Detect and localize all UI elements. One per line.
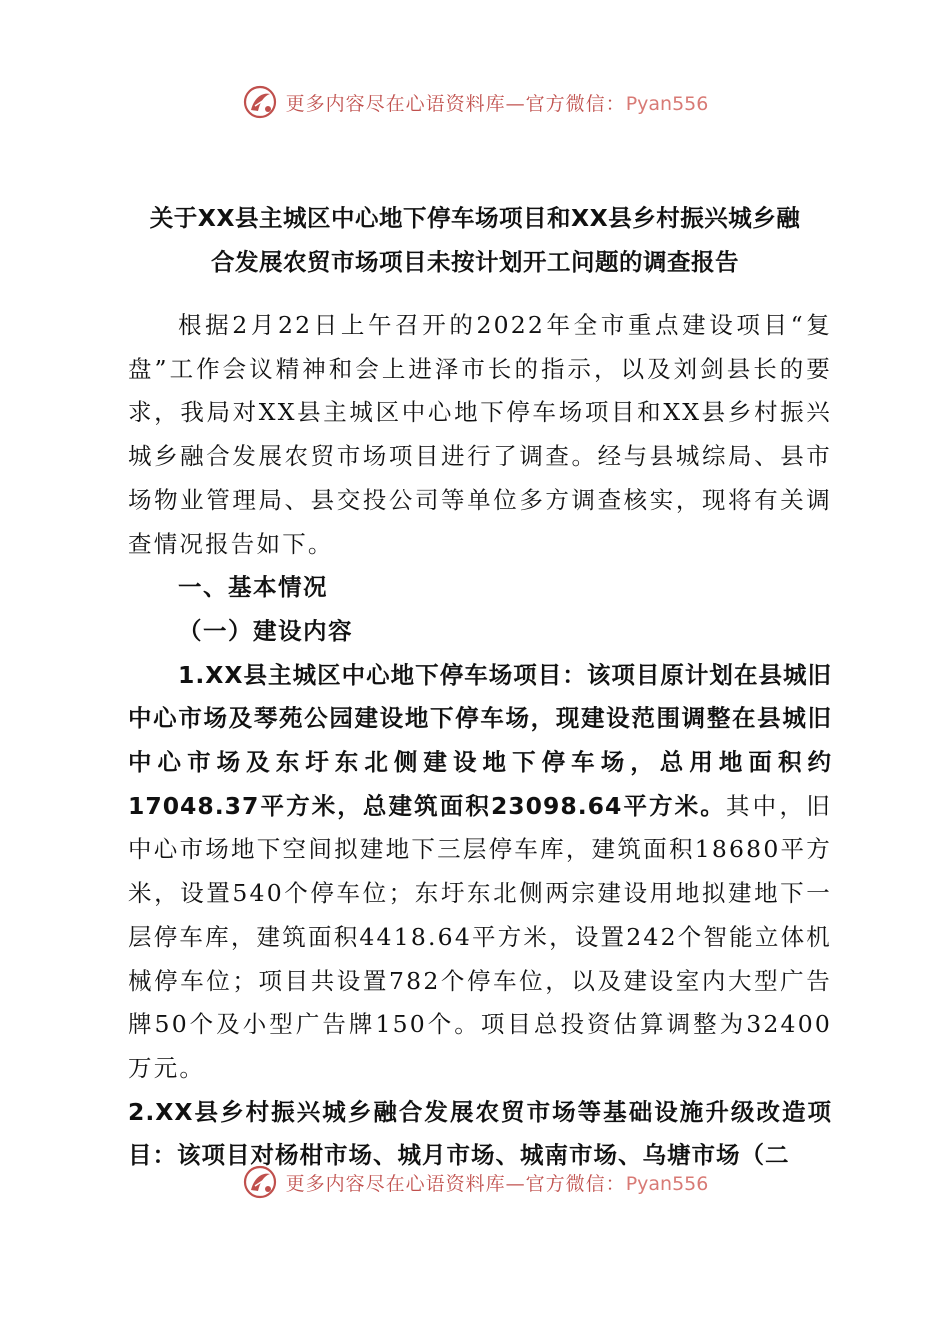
watermark-label: 官方微信： — [525, 92, 626, 115]
item-1-paragraph — [128, 654, 832, 1091]
watermark-text — [286, 89, 709, 116]
watermark-slogan: 更多内容尽在心语资料库 — [285, 92, 506, 115]
item-2-bold-text: 2.XX县乡村振兴城乡融合发展农贸市场等基础设施升级改造项目：该项目对杨柑市场、城月市场、城南市场、乌塘市场（二 — [128, 1097, 832, 1170]
section-heading-basic-info: 一、基本情况 — [178, 573, 328, 602]
watermark-separator: — — [505, 92, 526, 115]
logo-icon — [242, 84, 278, 120]
watermark-footer — [0, 1162, 950, 1202]
document-body — [128, 304, 832, 1178]
watermark-id: Pyan556 — [625, 1172, 709, 1195]
watermark-id: Pyan556 — [625, 92, 709, 115]
logo-icon — [242, 1164, 278, 1200]
item-1-detail-text: 其中，旧中心市场地下空间拟建地下三层停车库，建筑面积18680平方米，设置540个停车位；东圩东北侧两宗建设用地拟建地下一层停车库，建筑面积4418.64平方米，设置242个智能立体机械停车位；项目共设置782个停车位，以及建设室内大型广告牌50个及小型广告牌150个。项目总投资估算调整为32400万元。 — [128, 791, 832, 1082]
watermark-text — [286, 1169, 709, 1196]
document-title — [118, 196, 832, 284]
item-1-bold-text: 1.XX县主城区中心地下停车场项目：该项目原计划在县城旧中心市场及琴苑公园建设地下停车场，现建设范围调整在县城旧中心市场及东圩东北侧建设地下停车场，总用地面积约17048.37平方米，总建筑面积23098.64平方米。 — [128, 660, 832, 820]
subsection-heading-construction: （一）建设内容 — [178, 616, 353, 645]
watermark-slogan: 更多内容尽在心语资料库 — [285, 1172, 506, 1195]
watermark-header — [0, 82, 950, 122]
intro-paragraph: 根据2月22日上午召开的2022年全市重点建设项目“复盘”工作会议精神和会上进泽市长的指示，以及刘剑县长的要求，我局对XX县主城区中心地下停车场项目和XX县乡村振兴城乡融合发展农贸市场项目进行了调查。经与县城综局、县市场物业管理局、县交投公司等单位多方调查核实，现将有关调查情况报告如下。 — [128, 311, 832, 558]
watermark-label: 官方微信： — [525, 1172, 626, 1195]
title-line-2: 合发展农贸市场项目未按计划开工问题的调查报告 — [211, 248, 739, 276]
title-line-1: 关于XX县主城区中心地下停车场项目和XX县乡村振兴城乡融 — [149, 204, 801, 232]
watermark-separator: — — [505, 1172, 526, 1195]
